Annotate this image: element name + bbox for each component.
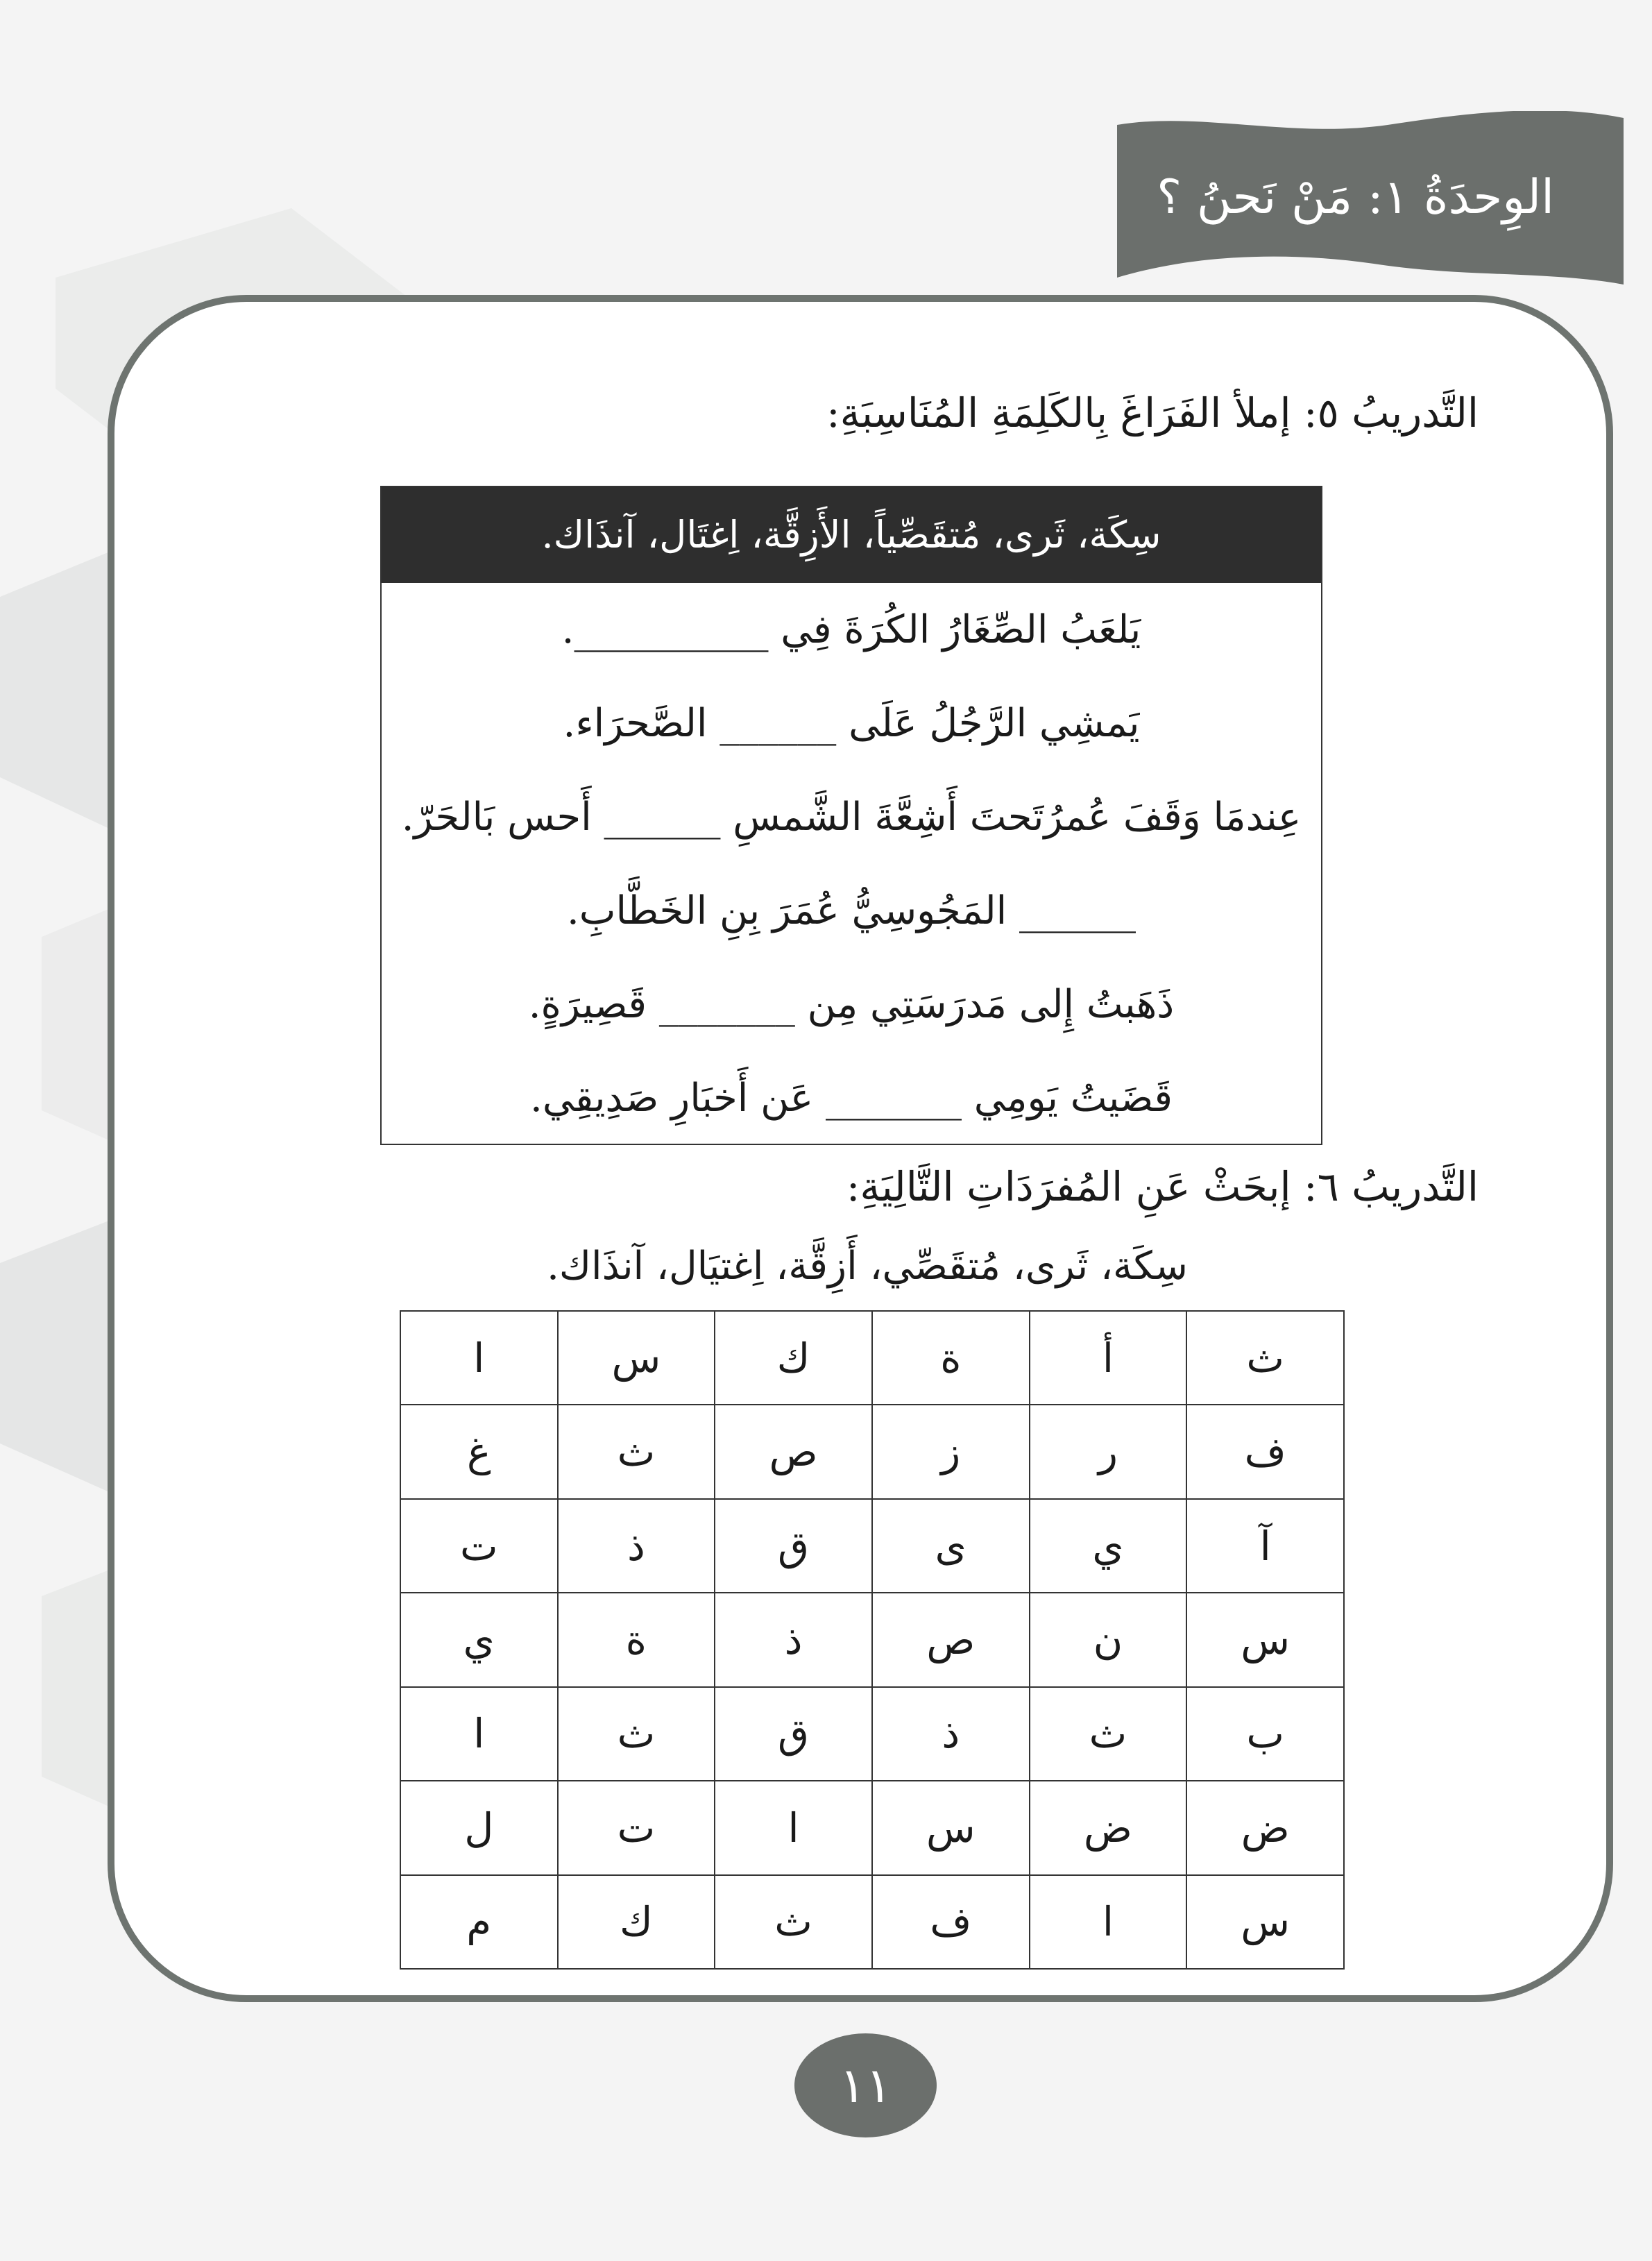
search-word-list: سِكَة، ثَرى، مُتقَصِّي، أَزِقَّة، اِغتيَال، آنذَاك. [547, 1244, 1188, 1289]
grid-row [400, 1499, 1344, 1593]
grid-cell: ث [558, 1405, 715, 1498]
grid-cell: ك [715, 1311, 872, 1405]
grid-cell: س [872, 1781, 1030, 1874]
grid-cell: ذ [872, 1687, 1030, 1781]
grid-cell: ي [400, 1593, 558, 1686]
grid-cell: س [1186, 1875, 1344, 1969]
fill-blank-table [380, 486, 1322, 1145]
grid-cell: ى [872, 1499, 1030, 1593]
grid-row [400, 1311, 1344, 1405]
grid-cell: ف [872, 1875, 1030, 1969]
grid-cell: ا [715, 1781, 872, 1874]
grid-cell: ب [1186, 1687, 1344, 1781]
grid-cell: س [1186, 1593, 1344, 1686]
sentence-row: يَمشِي الرَّجُلُ عَلَى ______ الصَّحرَاء. [563, 701, 1140, 746]
grid-cell: ن [1030, 1593, 1187, 1686]
grid-cell: ر [1030, 1405, 1187, 1498]
grid-cell: ت [558, 1781, 715, 1874]
grid-row [400, 1781, 1344, 1874]
sentence-row: ذَهَبتُ إِلى مَدرَسَتِي مِن _______ قَصِيرَةٍ. [528, 982, 1175, 1027]
grid-cell: ة [558, 1593, 715, 1686]
grid-cell: ل [400, 1781, 558, 1874]
grid-cell: ت [400, 1499, 558, 1593]
grid-cell: ق [715, 1687, 872, 1781]
grid-cell: ا [400, 1687, 558, 1781]
grid-cell: غ [400, 1405, 558, 1498]
grid-cell: ذ [558, 1499, 715, 1593]
grid-row [400, 1687, 1344, 1781]
grid-cell: ز [872, 1405, 1030, 1498]
unit-title: الوِحدَةُ ١: مَنْ نَحنُ ؟ [1157, 170, 1554, 225]
grid-cell: ق [715, 1499, 872, 1593]
grid-cell: أ [1030, 1311, 1187, 1405]
grid-cell: ث [715, 1875, 872, 1969]
grid-cell: ث [1186, 1311, 1344, 1405]
grid-cell: ص [715, 1405, 872, 1498]
sentence-row: يَلعَبُ الصِّغَارُ الكُرَةَ فِي __________. [561, 607, 1141, 652]
grid-row [400, 1875, 1344, 1969]
grid-cell: ي [1030, 1499, 1187, 1593]
grid-cell: ض [1030, 1781, 1187, 1874]
grid-cell: ة [872, 1311, 1030, 1405]
exercise6-title: التَّدريبُ ٦: إبحَثْ عَنِ المُفرَدَاتِ التَّالِيَةِ: [846, 1163, 1479, 1210]
grid-cell: ض [1186, 1781, 1344, 1874]
grid-cell: م [400, 1875, 558, 1969]
grid-cell: ث [1030, 1687, 1187, 1781]
grid-row [400, 1593, 1344, 1686]
sentence-row: قَضَيتُ يَومِي _______ عَن أَخبَارِ صَدِيقِي. [530, 1076, 1173, 1121]
word-bank: سِكَة، ثَرى، مُتقَصِّياً، الأَزِقَّة، اِغتَال، آنذَاك. [382, 487, 1321, 583]
word-search-grid [400, 1310, 1345, 1970]
sentence-row: ______ المَجُوسِيُّ عُمَرَ بِنِ الخَطَّابِ. [566, 888, 1136, 933]
grid-cell: ص [872, 1593, 1030, 1686]
grid-cell: ا [400, 1311, 558, 1405]
grid-cell: ك [558, 1875, 715, 1969]
grid-cell: ف [1186, 1405, 1344, 1498]
exercise5-title: التَّدريبُ ٥: إملأ الفَرَاغَ بِالكَلِمَةِ المُنَاسِبَةِ: [826, 389, 1479, 437]
grid-cell: ث [558, 1687, 715, 1781]
grid-cell: ذ [715, 1593, 872, 1686]
grid-cell: ا [1030, 1875, 1187, 1969]
page-number: ١١ [794, 2033, 937, 2137]
grid-row [400, 1405, 1344, 1498]
sentence-row: عِندمَا وَقَفَ عُمرُتَحتَ أَشِعَّةَ الشَّمسِ ______ أَحس بَالحَرّ. [401, 795, 1302, 840]
grid-cell: س [558, 1311, 715, 1405]
grid-cell: آ [1186, 1499, 1344, 1593]
